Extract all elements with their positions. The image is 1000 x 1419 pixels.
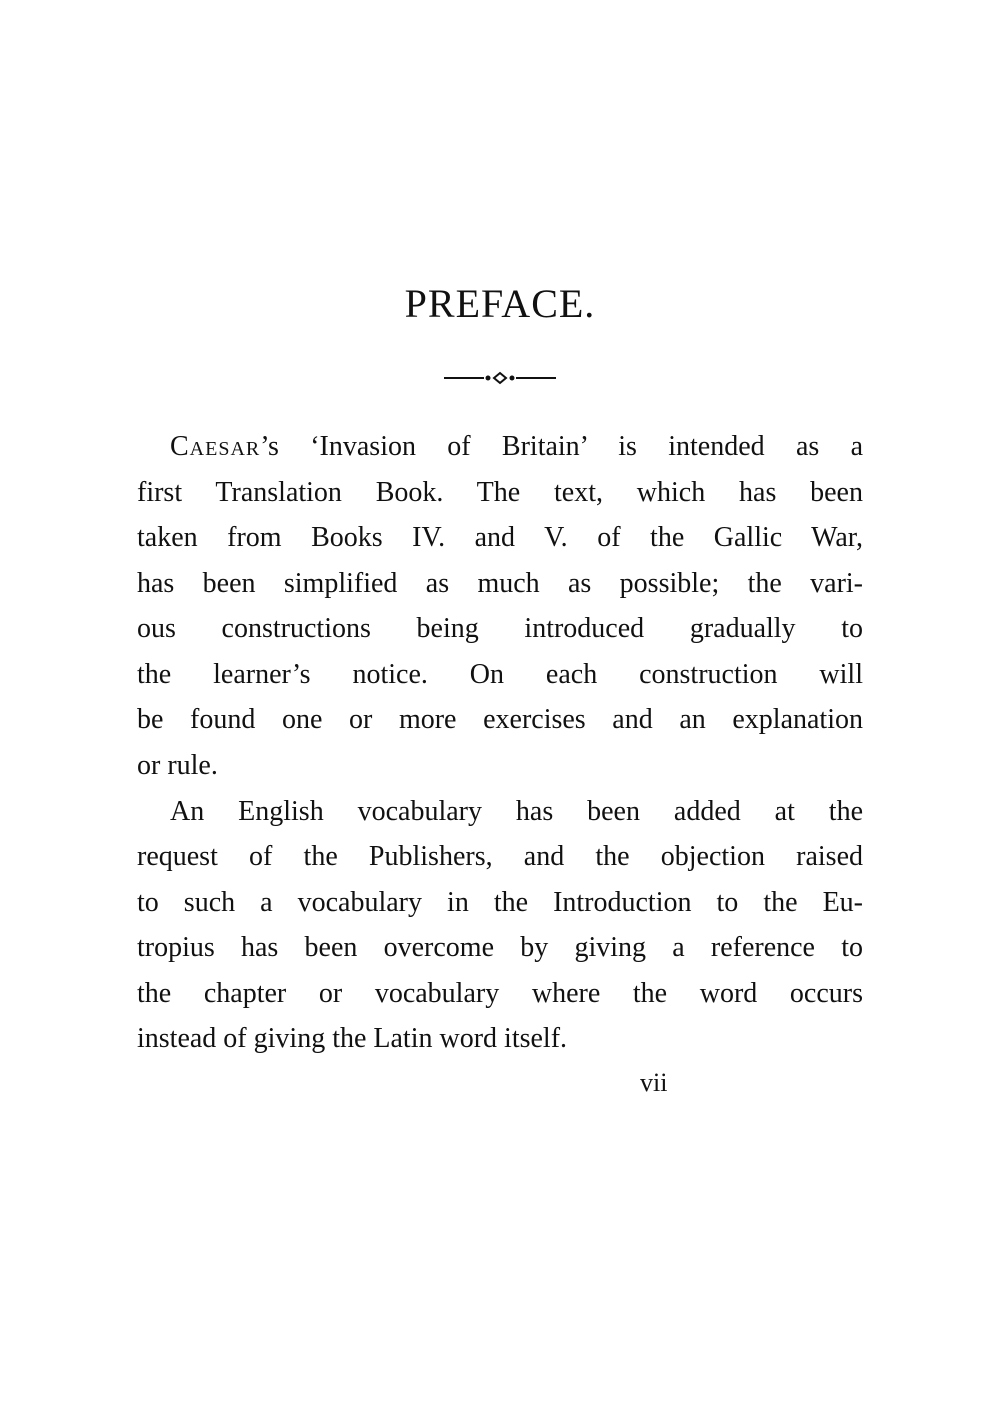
text-line: has been simplified as much as possible; the vari- xyxy=(137,568,863,599)
text-line: instead of giving the Latin word itself. xyxy=(137,1023,568,1054)
text-line: Caesar’s ‘Invasion of Britain’ is intended as a xyxy=(170,431,863,462)
ornamental-rule-icon xyxy=(444,368,556,388)
text-line: be found one or more exercises and an explanation xyxy=(137,704,863,735)
text-line: An English vocabulary has been added at the xyxy=(170,796,863,827)
text-line: taken from Books IV. and V. of the Gallic War, xyxy=(137,522,863,553)
text-line: to such a vocabulary in the Introduction to the Eu- xyxy=(137,887,863,918)
text-line: ous constructions being introduced gradually to xyxy=(137,613,863,644)
text-line: request of the Publishers, and the objection raised xyxy=(137,841,863,872)
text-line: or rule. xyxy=(137,750,218,781)
text-line: the chapter or vocabulary where the word occurs xyxy=(137,978,863,1009)
text-line: first Translation Book. The text, which has been xyxy=(137,477,863,508)
author-name: Caesar xyxy=(170,431,261,462)
page-number: vii xyxy=(640,1068,668,1097)
text-line: tropius has been overcome by giving a reference to xyxy=(137,932,863,963)
page-title: PREFACE. xyxy=(404,281,596,326)
text-line: the learner’s notice. On each construction will xyxy=(137,659,863,690)
